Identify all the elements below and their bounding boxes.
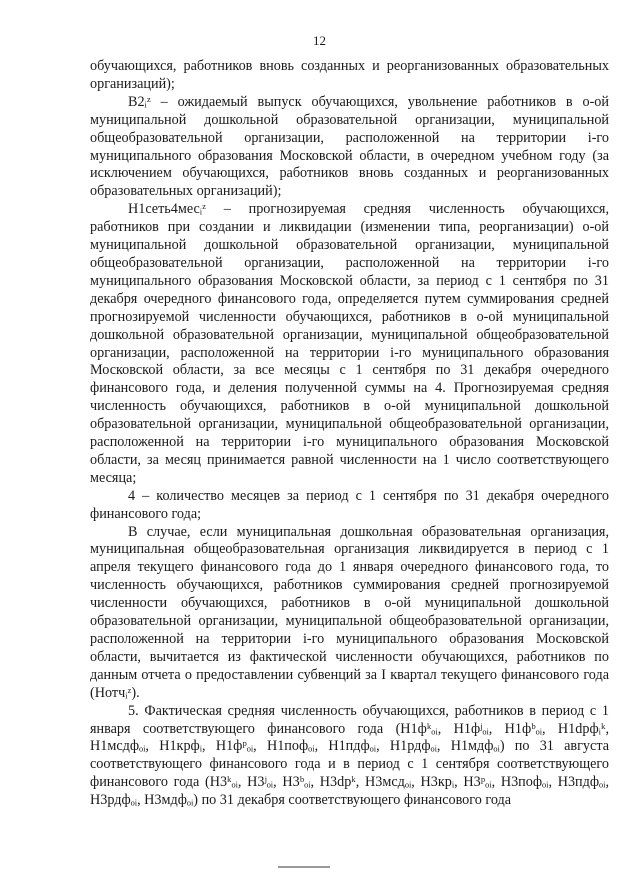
paragraph-4: 4 – количество месяцев за период с 1 сентября по 31 декабря очередного финансового года;: [90, 487, 609, 522]
page-footer-mark: [278, 866, 330, 868]
paragraph-2: В2ᵢᶻ – ожидаемый выпуск обучающихся, увольнение работников в о-ой муниципальной дошкольной образовательной организации, муниципальной общеобразовательной организации, расположенной на территории i-го муниципального образования Московской области, в очередном учебном году (за исключением обучающихся, работников вновь созданных и реорганизованных образовательных организаций);: [90, 93, 609, 200]
page-body: [90, 58, 609, 810]
paragraph-3: Н1сеть4месᵢᶻ – прогнозируемая средняя численность обучающихся, работников при создании и ликвидации (изменении типа, реорганизации) о-ой муниципальной дошкольной образовательной организации, муниципальной общеобразовательной организации, расположенной на территории i-го муниципального образования Московской области, за период с 1 сентября по 31 декабря очередного финансового года, определяется путем суммирования средней прогнозируемой численности обучающихся, работников в о-ой муниципальной дошкольной образовательной организации, муниципальной общеобразовательной организации, расположенной на территории i-го муниципального образования Московской области, за все месяцы с 1 сентября по 31 декабря очередного финансового года, и деления полученной суммы на 4. Прогнозируемая средняя численность обучающихся, работников в о-ой муниципальной дошкольной образовательной организации, муниципальной общеобразовательной организации, расположенной на территории i-го муниципального образования Московской области, за месяц принимается равной численности на 1 число соответствующего месяца;: [90, 201, 609, 486]
paragraph-5: В случае, если муниципальная дошкольная образовательная организация, муниципальная общеобразовательная организация ликвидируется в период с 1 апреля текущего финансового года до 1 января очередного финансового года, то численность обучающихся, работников суммирования средней прогнозируемой численности обучающихся, работников в о-ой муниципальной дошкольной образовательной организации, муниципальной общеобразовательной организации, расположенной на территории i-го муниципального образования Московской области, вычитается из фактической численности обучающихся, работников по данным отчета о предоставлении субвенций за I квартал текущего финансового года (Нотчᵢᶻ).: [90, 523, 609, 701]
paragraph-1: обучающихся, работников вновь созданных и реорганизованных образовательных организаций);: [90, 58, 609, 92]
page-number: 12: [313, 33, 326, 48]
paragraph-6: 5. Фактическая средняя численность обучающихся, работников в период с 1 января соответствующего финансового года (Н1фᵏₒᵢ, Н1фʲₒᵢ, Н1фᵇₒᵢ, Н1dрфᵢᵏ, Н1мсдфₒᵢ, Н1крфᵢ, Н1фᵖₒᵢ, Н1пофₒᵢ, Н1пдфₒᵢ, Н1рдфₒᵢ, Н1мдфₒᵢ) по 31 августа соответствующего финансового года и в период с 1 сентября соответствующего финансового года (Н3ᵏₒᵢ, Н3ʲₒᵢ, Н3ᵇₒᵢ, Н3dрᵏ, Н3мсдₒᵢ, Н3крᵢ, Н3ᵖₒᵢ, Н3пофₒᵢ, Н3пдфₒᵢ, Н3рдфₒᵢ, Н3мдфₒᵢ) по 31 декабря соответствующего финансового года: [90, 702, 609, 809]
